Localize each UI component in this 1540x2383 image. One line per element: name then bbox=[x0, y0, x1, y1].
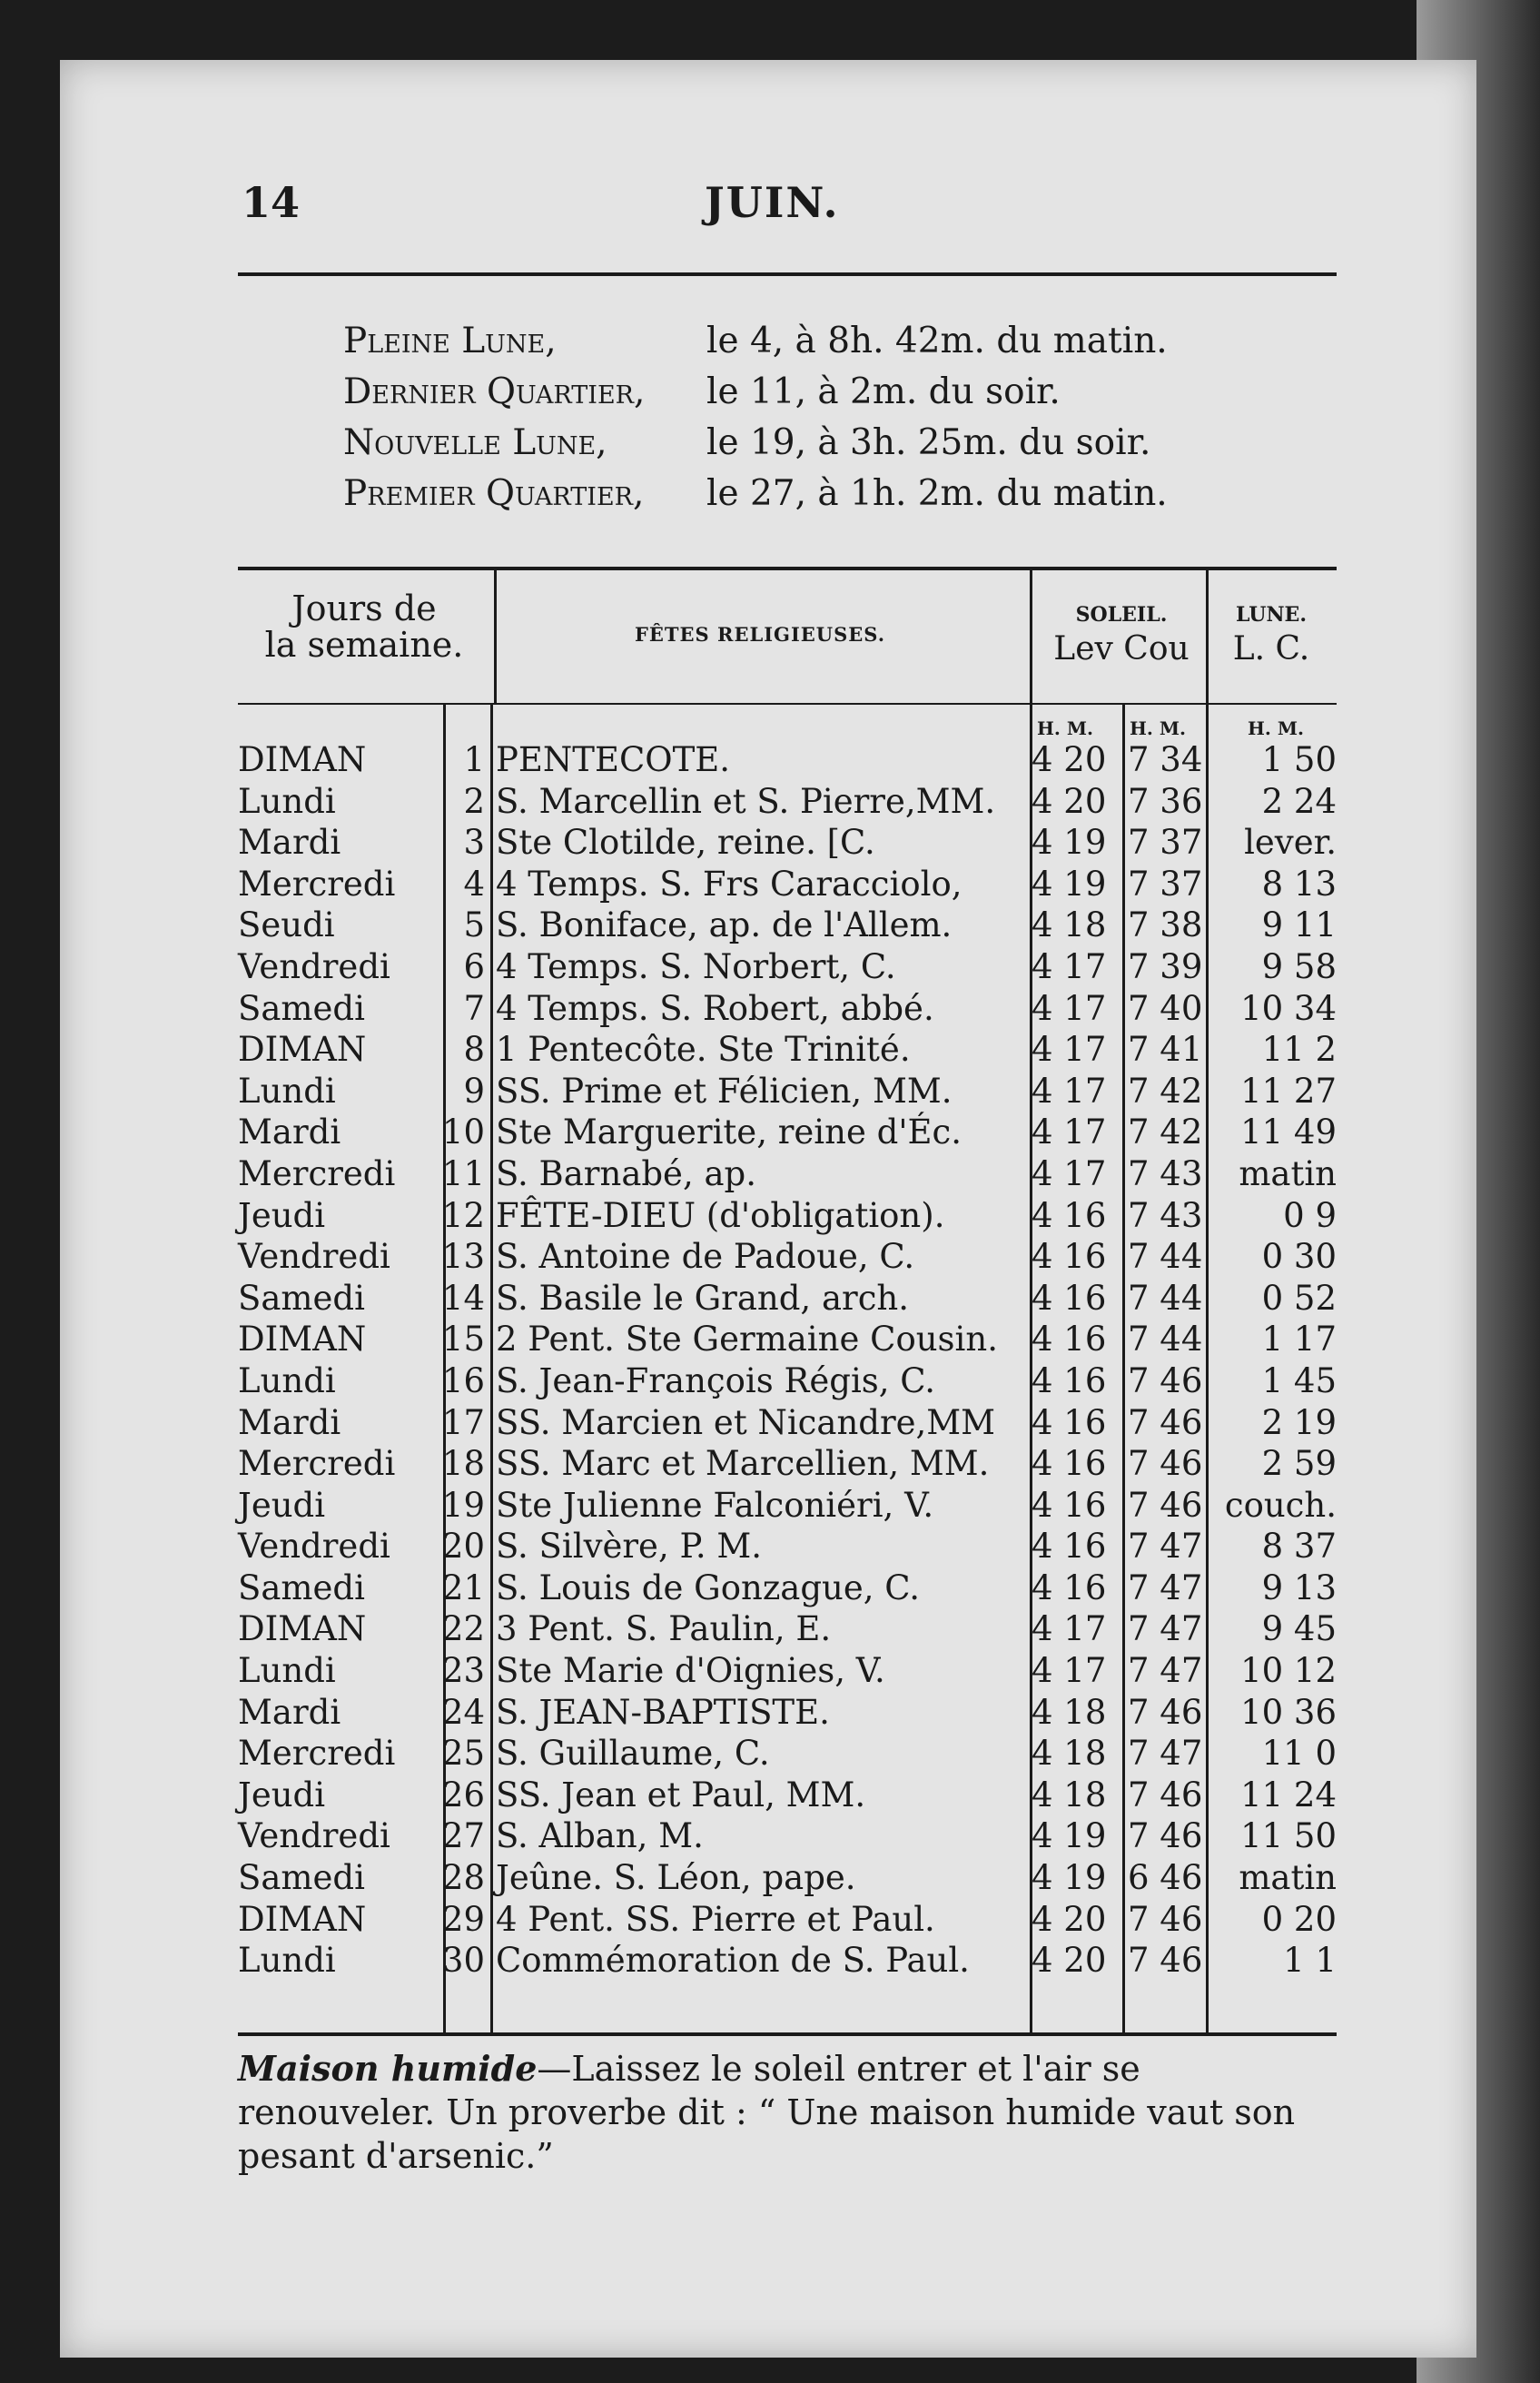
moon-cell: couch. bbox=[1224, 1485, 1337, 1525]
sunrise-cell: 4 20 bbox=[1032, 781, 1107, 821]
sunset-cell: 7 46 bbox=[1128, 1692, 1203, 1732]
sunrise-cell: 4 18 bbox=[1032, 1734, 1107, 1774]
sunrise-cell: 4 16 bbox=[1032, 1402, 1107, 1442]
table-row bbox=[0, 1071, 1417, 1112]
table-row bbox=[0, 1402, 1417, 1444]
feast-cell: Ste Marguerite, reine d'Éc. bbox=[496, 1112, 962, 1152]
date-cell: 6 bbox=[463, 946, 485, 986]
date-cell: 14 bbox=[441, 1278, 485, 1318]
sunrise-cell: 4 16 bbox=[1032, 1237, 1107, 1277]
date-cell: 7 bbox=[463, 988, 485, 1028]
moon-cell: 1 50 bbox=[1261, 740, 1337, 779]
moon-cell: 11 0 bbox=[1261, 1734, 1337, 1774]
sunset-cell: 6 46 bbox=[1128, 1858, 1203, 1898]
day-cell: Jeudi bbox=[238, 1775, 326, 1814]
day-cell: Jeudi bbox=[238, 1485, 326, 1525]
table-row bbox=[0, 822, 1417, 864]
day-cell: Mardi bbox=[238, 1112, 341, 1152]
sunset-cell: 7 37 bbox=[1128, 823, 1203, 863]
date-cell: 12 bbox=[441, 1195, 485, 1235]
table-row bbox=[0, 1526, 1417, 1567]
date-cell: 16 bbox=[441, 1360, 485, 1400]
moon-phase-name: Nouvelle Lune, bbox=[343, 422, 607, 463]
moon-cell: 9 45 bbox=[1261, 1609, 1337, 1649]
table-row bbox=[0, 1278, 1417, 1320]
day-cell: Mardi bbox=[238, 1402, 341, 1442]
feast-cell: Ste Clotilde, reine. [C. bbox=[496, 823, 875, 863]
moon-phase-item bbox=[343, 418, 1251, 469]
moon-cell: 1 45 bbox=[1261, 1360, 1337, 1400]
sunset-cell: 7 47 bbox=[1128, 1527, 1203, 1567]
sunrise-cell: 4 19 bbox=[1032, 1858, 1107, 1898]
moon-cell: 0 9 bbox=[1283, 1195, 1337, 1235]
date-cell: 1 bbox=[463, 740, 485, 779]
date-cell: 3 bbox=[463, 823, 485, 863]
feast-cell: 3 Pent. S. Paulin, E. bbox=[496, 1609, 832, 1649]
day-cell: Vendredi bbox=[238, 1527, 390, 1567]
table-row bbox=[0, 1733, 1417, 1775]
moon-cell: 11 49 bbox=[1240, 1112, 1337, 1152]
table-row bbox=[0, 739, 1417, 781]
sunrise-cell: 4 17 bbox=[1032, 1030, 1107, 1070]
sunset-cell: 7 46 bbox=[1128, 1444, 1203, 1484]
date-cell: 21 bbox=[441, 1567, 485, 1607]
date-cell: 18 bbox=[441, 1444, 485, 1484]
sunrise-cell: 4 17 bbox=[1032, 946, 1107, 986]
moon-phase-item bbox=[343, 316, 1251, 367]
feast-cell: S. Basile le Grand, arch. bbox=[496, 1278, 910, 1318]
day-cell: Lundi bbox=[238, 1651, 336, 1691]
sunset-cell: 7 46 bbox=[1128, 1899, 1203, 1939]
moon-cell: 2 19 bbox=[1261, 1402, 1337, 1442]
feast-cell: 2 Pent. Ste Germaine Cousin. bbox=[496, 1320, 998, 1360]
day-cell: Lundi bbox=[238, 1941, 336, 1981]
feast-cell: S. Barnabé, ap. bbox=[496, 1153, 756, 1193]
sunset-cell: 7 46 bbox=[1128, 1941, 1203, 1981]
sunset-cell: 7 42 bbox=[1128, 1112, 1203, 1152]
moon-phase-item bbox=[343, 367, 1251, 418]
feast-cell: Jeûne. S. Léon, pape. bbox=[496, 1858, 856, 1898]
day-cell: Lundi bbox=[238, 1360, 336, 1400]
table-row bbox=[0, 1443, 1417, 1485]
feast-cell: S. Silvère, P. M. bbox=[496, 1527, 763, 1567]
sunrise-cell: 4 18 bbox=[1032, 1775, 1107, 1814]
date-cell: 20 bbox=[441, 1527, 485, 1567]
unit-label-lev: H. M. bbox=[1037, 717, 1093, 739]
sunrise-cell: 4 16 bbox=[1032, 1195, 1107, 1235]
sunrise-cell: 4 17 bbox=[1032, 1609, 1107, 1649]
day-cell: Vendredi bbox=[238, 1816, 390, 1856]
moon-cell: 0 52 bbox=[1261, 1278, 1337, 1318]
feast-cell: S. Marcellin et S. Pierre,MM. bbox=[496, 781, 996, 821]
table-row bbox=[0, 1319, 1417, 1360]
column-header-fetes: FÊTES RELIGIEUSES. bbox=[634, 623, 886, 646]
moon-cell: matin bbox=[1239, 1153, 1337, 1193]
date-cell: 11 bbox=[441, 1153, 485, 1193]
date-cell: 10 bbox=[441, 1112, 485, 1152]
column-header-days-line1: Jours de bbox=[291, 588, 437, 628]
table-row bbox=[0, 1153, 1417, 1195]
date-cell: 19 bbox=[441, 1485, 485, 1525]
table-row bbox=[0, 1940, 1417, 1982]
date-cell: 24 bbox=[441, 1692, 485, 1732]
feast-cell: SS. Marc et Marcellien, MM. bbox=[496, 1444, 990, 1484]
day-cell: Samedi bbox=[238, 1278, 365, 1318]
sunrise-cell: 4 16 bbox=[1032, 1444, 1107, 1484]
feast-cell: S. Alban, M. bbox=[496, 1816, 704, 1856]
sunrise-cell: 4 20 bbox=[1032, 1941, 1107, 1981]
sunset-cell: 7 38 bbox=[1128, 905, 1203, 945]
sunrise-cell: 4 17 bbox=[1032, 1071, 1107, 1111]
moon-phase-item bbox=[343, 469, 1251, 519]
moon-cell: 2 24 bbox=[1261, 781, 1337, 821]
sunrise-cell: 4 19 bbox=[1032, 823, 1107, 863]
feast-cell: S. JEAN-BAPTISTE. bbox=[496, 1692, 830, 1732]
table-row bbox=[0, 1899, 1417, 1941]
column-header-days-line2: la semaine. bbox=[264, 625, 464, 665]
sunrise-cell: 4 16 bbox=[1032, 1567, 1107, 1607]
sunset-cell: 7 46 bbox=[1128, 1402, 1203, 1442]
sunset-cell: 7 44 bbox=[1128, 1320, 1203, 1360]
sunrise-cell: 4 16 bbox=[1032, 1485, 1107, 1525]
day-cell: Samedi bbox=[238, 988, 365, 1028]
header-divider-days bbox=[494, 569, 497, 703]
table-row bbox=[0, 1775, 1417, 1816]
moon-phase-name: Dernier Quartier, bbox=[343, 371, 646, 412]
moon-phase-time: le 4, à 8h. 42m. du matin. bbox=[706, 321, 1168, 361]
footer-text: —Laissez le soleil entrer et l'air se renouveler. Un proverbe dit : “ Une maison humide vaut son pesant d'arsenic.” bbox=[238, 2049, 1296, 2176]
moon-cell: 9 58 bbox=[1261, 946, 1337, 986]
feast-cell: Ste Marie d'Oignies, V. bbox=[496, 1651, 885, 1691]
column-header-lev-cou: Lev Cou bbox=[1053, 630, 1190, 667]
date-cell: 17 bbox=[441, 1402, 485, 1442]
table-top-rule bbox=[238, 567, 1337, 570]
day-cell: Samedi bbox=[238, 1567, 365, 1607]
sunrise-cell: 4 16 bbox=[1032, 1360, 1107, 1400]
sunset-cell: 7 44 bbox=[1128, 1237, 1203, 1277]
date-cell: 8 bbox=[463, 1030, 485, 1070]
date-cell: 9 bbox=[463, 1071, 485, 1111]
feast-cell: 4 Temps. S. Frs Caracciolo, bbox=[496, 864, 962, 904]
sunrise-cell: 4 19 bbox=[1032, 864, 1107, 904]
sunset-cell: 7 43 bbox=[1128, 1195, 1203, 1235]
day-cell: Jeudi bbox=[238, 1195, 326, 1235]
moon-phase-time: le 27, à 1h. 2m. du matin. bbox=[706, 473, 1168, 514]
sunset-cell: 7 44 bbox=[1128, 1278, 1203, 1318]
day-cell: Lundi bbox=[238, 781, 336, 821]
feast-cell: 4 Temps. S. Norbert, C. bbox=[496, 946, 896, 986]
feast-cell: S. Jean-François Régis, C. bbox=[496, 1360, 936, 1400]
sunrise-cell: 4 16 bbox=[1032, 1278, 1107, 1318]
calendar-rows bbox=[0, 739, 1417, 1982]
day-cell: Mardi bbox=[238, 1692, 341, 1732]
sunset-cell: 7 37 bbox=[1128, 864, 1203, 904]
date-cell: 30 bbox=[441, 1941, 485, 1981]
column-header-days bbox=[238, 590, 490, 663]
page-number: 14 bbox=[242, 178, 301, 227]
feast-cell: Commémoration de S. Paul. bbox=[496, 1941, 970, 1981]
header-bottom-rule bbox=[238, 703, 1337, 705]
feast-cell: SS. Marcien et Nicandre,MM bbox=[496, 1402, 996, 1442]
feast-cell: S. Antoine de Padoue, C. bbox=[496, 1237, 915, 1277]
sunrise-cell: 4 20 bbox=[1032, 1899, 1107, 1939]
day-cell: DIMAN bbox=[238, 1320, 367, 1360]
moon-cell: 11 50 bbox=[1240, 1816, 1337, 1856]
moon-cell: 11 27 bbox=[1240, 1071, 1337, 1111]
sunset-cell: 7 42 bbox=[1128, 1071, 1203, 1111]
feast-cell: FÊTE-DIEU (d'obligation). bbox=[496, 1195, 945, 1235]
table-row bbox=[0, 1485, 1417, 1527]
sunrise-cell: 4 17 bbox=[1032, 1651, 1107, 1691]
moon-cell: 10 36 bbox=[1240, 1692, 1337, 1732]
sunrise-cell: 4 16 bbox=[1032, 1527, 1107, 1567]
feast-cell: Ste Julienne Falconiéri, V. bbox=[496, 1485, 934, 1525]
moon-cell: 0 20 bbox=[1261, 1899, 1337, 1939]
column-header-soleil: SOLEIL. bbox=[1075, 603, 1168, 627]
day-cell: Vendredi bbox=[238, 946, 390, 986]
moon-phase-name: Premier Quartier, bbox=[343, 473, 645, 514]
day-cell: DIMAN bbox=[238, 1899, 367, 1939]
sunrise-cell: 4 20 bbox=[1032, 740, 1107, 779]
feast-cell: S. Guillaume, C. bbox=[496, 1734, 770, 1774]
moon-cell: lever. bbox=[1244, 823, 1337, 863]
moon-cell: 8 13 bbox=[1261, 864, 1337, 904]
feast-cell: SS. Jean et Paul, MM. bbox=[496, 1775, 866, 1814]
sunrise-cell: 4 17 bbox=[1032, 1112, 1107, 1152]
column-header-lune: LUNE. bbox=[1236, 603, 1307, 627]
feast-cell: 4 Temps. S. Robert, abbé. bbox=[496, 988, 934, 1028]
date-cell: 26 bbox=[441, 1775, 485, 1814]
date-cell: 22 bbox=[441, 1609, 485, 1649]
moon-phase-time: le 11, à 2m. du soir. bbox=[706, 371, 1061, 412]
footer-title: Maison humide bbox=[238, 2048, 538, 2089]
moon-cell: 10 12 bbox=[1240, 1651, 1337, 1691]
moon-cell: 0 30 bbox=[1261, 1237, 1337, 1277]
table-row bbox=[0, 1815, 1417, 1857]
date-cell: 13 bbox=[441, 1237, 485, 1277]
feast-cell: PENTECOTE. bbox=[496, 740, 731, 779]
day-cell: Vendredi bbox=[238, 1237, 390, 1277]
date-cell: 15 bbox=[441, 1320, 485, 1360]
table-row bbox=[0, 946, 1417, 988]
day-cell: DIMAN bbox=[238, 1609, 367, 1649]
sunset-cell: 7 39 bbox=[1128, 946, 1203, 986]
sunset-cell: 7 34 bbox=[1128, 740, 1203, 779]
moon-cell: matin bbox=[1239, 1858, 1337, 1898]
day-cell: Lundi bbox=[238, 1071, 336, 1111]
moon-phase-name: Pleine Lune, bbox=[343, 321, 557, 361]
sunset-cell: 7 36 bbox=[1128, 781, 1203, 821]
day-cell: DIMAN bbox=[238, 1030, 367, 1070]
moon-cell: 9 13 bbox=[1261, 1567, 1337, 1607]
day-cell: Mercredi bbox=[238, 864, 396, 904]
table-row bbox=[0, 1236, 1417, 1278]
sunrise-cell: 4 16 bbox=[1032, 1320, 1107, 1360]
date-cell: 29 bbox=[441, 1899, 485, 1939]
sunset-cell: 7 46 bbox=[1128, 1816, 1203, 1856]
moon-cell: 1 17 bbox=[1261, 1320, 1337, 1360]
day-cell: DIMAN bbox=[238, 740, 367, 779]
sunrise-cell: 4 17 bbox=[1032, 988, 1107, 1028]
sunset-cell: 7 40 bbox=[1128, 988, 1203, 1028]
table-row bbox=[0, 1692, 1417, 1734]
day-cell: Mardi bbox=[238, 823, 341, 863]
date-cell: 25 bbox=[441, 1734, 485, 1774]
table-row bbox=[0, 1608, 1417, 1650]
feast-cell: 4 Pent. SS. Pierre et Paul. bbox=[496, 1899, 935, 1939]
table-row bbox=[0, 1650, 1417, 1692]
footer-note bbox=[238, 2047, 1337, 2178]
unit-label-lune: H. M. bbox=[1248, 717, 1304, 739]
sunset-cell: 7 43 bbox=[1128, 1153, 1203, 1193]
moon-cell: 8 37 bbox=[1261, 1527, 1337, 1567]
sunset-cell: 7 47 bbox=[1128, 1567, 1203, 1607]
date-cell: 23 bbox=[441, 1651, 485, 1691]
sunset-cell: 7 46 bbox=[1128, 1485, 1203, 1525]
table-bottom-rule bbox=[238, 2032, 1337, 2036]
feast-cell: S. Louis de Gonzague, C. bbox=[496, 1567, 921, 1607]
table-row bbox=[0, 1360, 1417, 1402]
sunrise-cell: 4 17 bbox=[1032, 1153, 1107, 1193]
moon-cell: 1 1 bbox=[1283, 1941, 1337, 1981]
moon-phase-time: le 19, à 3h. 25m. du soir. bbox=[706, 422, 1151, 463]
unit-label-cou: H. M. bbox=[1130, 717, 1186, 739]
table-row bbox=[0, 781, 1417, 823]
table-row bbox=[0, 905, 1417, 946]
date-cell: 4 bbox=[463, 864, 485, 904]
sunset-cell: 7 41 bbox=[1128, 1030, 1203, 1070]
date-cell: 27 bbox=[441, 1816, 485, 1856]
sunset-cell: 7 46 bbox=[1128, 1775, 1203, 1814]
table-row bbox=[0, 864, 1417, 905]
date-cell: 5 bbox=[463, 905, 485, 945]
table-row bbox=[0, 1029, 1417, 1071]
table-row bbox=[0, 1195, 1417, 1237]
sunset-cell: 7 46 bbox=[1128, 1360, 1203, 1400]
sunrise-cell: 4 18 bbox=[1032, 1692, 1107, 1732]
table-row bbox=[0, 1857, 1417, 1899]
moon-phases bbox=[343, 316, 1251, 519]
table-row bbox=[0, 1112, 1417, 1153]
day-cell: Mercredi bbox=[238, 1444, 396, 1484]
column-header-lc: L. C. bbox=[1232, 630, 1310, 667]
moon-cell: 10 34 bbox=[1240, 988, 1337, 1028]
date-cell: 2 bbox=[463, 781, 485, 821]
sunset-cell: 7 47 bbox=[1128, 1734, 1203, 1774]
feast-cell: SS. Prime et Félicien, MM. bbox=[496, 1071, 953, 1111]
day-cell: Samedi bbox=[238, 1858, 365, 1898]
page-title: JUIN. bbox=[705, 178, 840, 227]
moon-cell: 2 59 bbox=[1261, 1444, 1337, 1484]
table-row bbox=[0, 1567, 1417, 1609]
feast-cell: 1 Pentecôte. Ste Trinité. bbox=[496, 1030, 911, 1070]
sunset-cell: 7 47 bbox=[1128, 1609, 1203, 1649]
header-rule bbox=[238, 272, 1337, 276]
day-cell: Mercredi bbox=[238, 1734, 396, 1774]
date-cell: 28 bbox=[441, 1858, 485, 1898]
day-cell: Mercredi bbox=[238, 1153, 396, 1193]
sunset-cell: 7 47 bbox=[1128, 1651, 1203, 1691]
moon-cell: 11 2 bbox=[1261, 1030, 1337, 1070]
sunrise-cell: 4 19 bbox=[1032, 1816, 1107, 1856]
moon-cell: 11 24 bbox=[1240, 1775, 1337, 1814]
sunrise-cell: 4 18 bbox=[1032, 905, 1107, 945]
moon-cell: 9 11 bbox=[1261, 905, 1337, 945]
feast-cell: S. Boniface, ap. de l'Allem. bbox=[496, 905, 953, 945]
day-cell: Seudi bbox=[238, 905, 335, 945]
table-row bbox=[0, 988, 1417, 1030]
